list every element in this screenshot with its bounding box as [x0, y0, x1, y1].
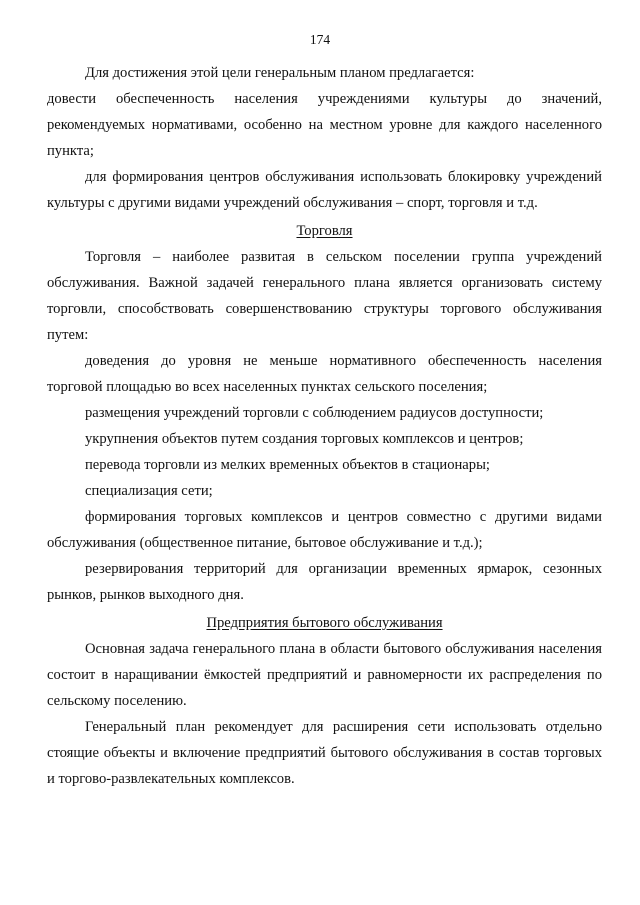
trade-item-1: доведения до уровня не меньше нормативного обеспеченность населения торговой площадью во всех населенных пунктах сельского поселения; [47, 353, 602, 395]
intro-item-culture-norms: довести обеспеченность населения учреждениями культуры до значений, рекомендуемых нормативами, особенно на местном уровне для каждого населенного пункта; [47, 91, 602, 159]
services-paragraph-1: Основная задача генерального плана в области бытового обслуживания населения состоит в наращивании ёмкостей предприятий и равномерности их распределения по сельскому поселению. [47, 641, 602, 709]
page-number: 174 [309, 32, 331, 47]
trade-paragraph: Торговля – наиболее развитая в сельском поселении группа учреждений обслуживания. Важной задачей генерального плана является организовать систему торговли, способствовать совершенствованию структуры торгового обслуживания путем: [47, 249, 602, 343]
trade-item-3: укрупнения объектов путем создания торговых комплексов и центров; [85, 431, 524, 447]
trade-item-5: специализация сети; [85, 483, 213, 499]
heading-trade: Торговля [296, 223, 353, 239]
trade-item-2: размещения учреждений торговли с соблюдением радиусов доступности; [85, 405, 544, 421]
services-paragraph-2: Генеральный план рекомендует для расширения сети использовать отдельно стоящие объекты и включение предприятий бытового обслуживания в состав торговых и торгово-развлекательных комплексов. [47, 719, 602, 787]
document-body [47, 60, 602, 792]
intro-lead: Для достижения этой цели генеральным планом предлагается: [85, 65, 475, 81]
heading-consumer-services: Предприятия бытового обслуживания [206, 615, 443, 631]
trade-item-4: перевода торговли из мелких временных объектов в стационары; [85, 457, 490, 473]
trade-item-6: формирования торговых комплексов и центров совместно с другими видами обслуживания (общественное питание, бытовое обслуживание и т.д.); [47, 509, 602, 551]
trade-item-7: резервирования территорий для организации временных ярмарок, сезонных рынков, рынков выходного дня. [47, 561, 602, 603]
intro-item-service-centers: для формирования центров обслуживания использовать блокировку учреждений культуры с другими видами учреждений обслуживания – спорт, торговля и т.д. [47, 169, 602, 211]
